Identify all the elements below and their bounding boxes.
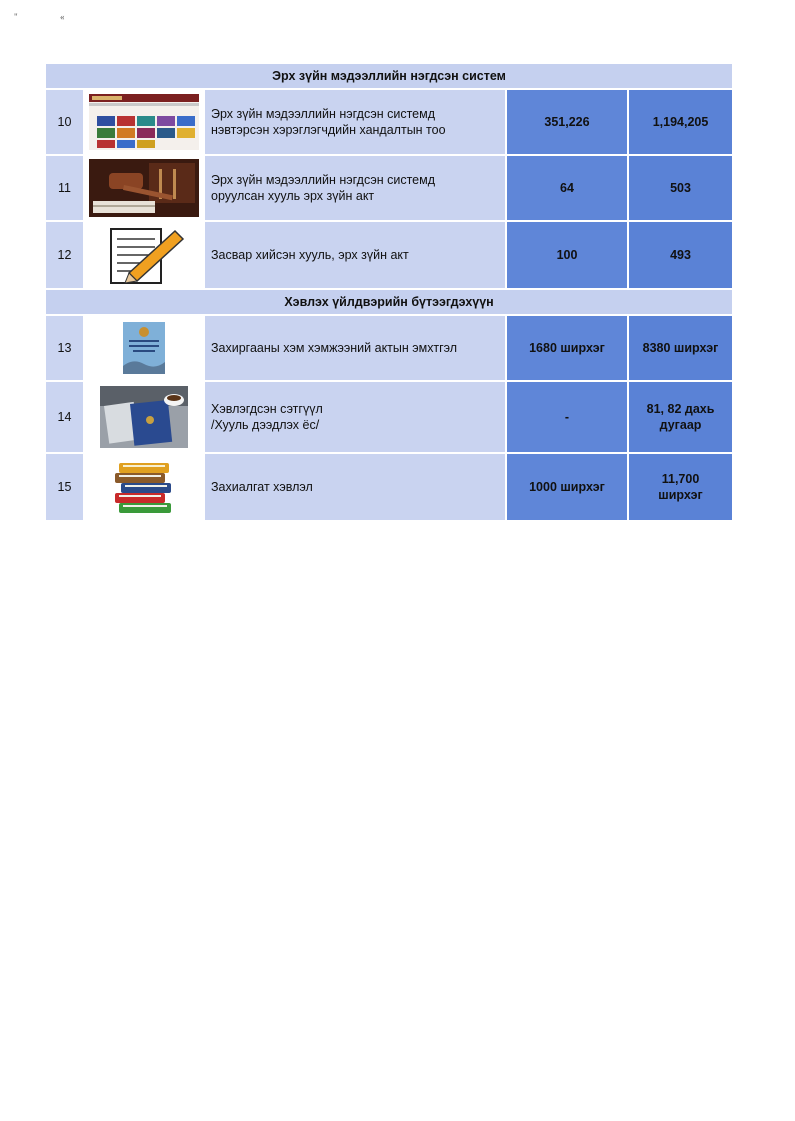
row-description [205,454,505,520]
table-row [46,454,732,520]
value-cell: 64 [507,156,627,220]
section-title: Хэвлэх үйлдвэрийн бүтээгдэхүүн [46,290,732,314]
value-line: 8380 ширхэг [642,341,719,355]
row-number: 12 [46,222,83,288]
table-row [46,382,732,452]
row-number: 10 [46,90,83,154]
row-description [205,316,505,380]
value-cell [629,382,732,452]
scan-mark: « [60,12,65,22]
value-line: 81, 82 дахь [646,402,715,416]
row-image-cell [85,90,203,154]
table-row [46,90,732,154]
value-cell: - [507,382,627,452]
description-line: Хэвлэгдсэн сэтгүүл [211,402,323,416]
magazine-coffee-image [100,386,188,448]
pencil-document-image [99,225,189,285]
description-line: /Хууль дээдлэх ёс/ [211,418,320,432]
value-cell [629,454,732,520]
description-line: оруулсан хууль эрх зүйн акт [211,189,375,203]
statistics-table [44,62,734,522]
row-description [205,90,505,154]
value-cell [629,222,732,288]
row-image-cell [85,454,203,520]
row-description [205,156,505,220]
value-cell: 1680 ширхэг [507,316,627,380]
description-line: Эрх зүйн мэдээллийн нэгдсэн системд [211,107,436,121]
blue-booklet-image [119,320,169,376]
value-line: 503 [670,181,691,195]
value-cell: 351,226 [507,90,627,154]
description-line: Засвар хийсэн хууль, эрх зүйн акт [211,248,409,262]
value-line: 493 [670,248,691,262]
value-cell: 1000 ширхэг [507,454,627,520]
gavel-image [89,159,199,217]
value-cell [629,156,732,220]
table-row [46,222,732,288]
book-stack-image [109,459,179,515]
row-number: 11 [46,156,83,220]
section-header [46,64,732,88]
value-cell: 100 [507,222,627,288]
section-title: Эрх зүйн мэдээллийн нэгдсэн систем [46,64,732,88]
row-image-cell [85,222,203,288]
table-row [46,316,732,380]
row-number: 13 [46,316,83,380]
row-number: 14 [46,382,83,452]
website-screenshot-image [89,94,199,150]
description-line: Эрх зүйн мэдээллийн нэгдсэн системд [211,173,436,187]
value-cell [629,316,732,380]
table-row [46,156,732,220]
description-line: нэвтэрсэн хэрэглэгчдийн хандалтын тоо [211,123,446,137]
value-line: 1,194,205 [652,115,709,129]
row-description [205,382,505,452]
row-image-cell [85,382,203,452]
description-line: Захиргааны хэм хэмжээний актын эмхтгэл [211,341,458,355]
row-number: 15 [46,454,83,520]
value-line: ширхэг [658,488,703,502]
value-line: дугаар [659,418,702,432]
row-description [205,222,505,288]
row-image-cell [85,316,203,380]
row-image-cell [85,156,203,220]
section-header [46,290,732,314]
description-line: Захиалгат хэвлэл [211,480,313,494]
value-line: 11,700 [661,472,700,486]
value-cell [629,90,732,154]
scan-mark: " [14,12,18,22]
